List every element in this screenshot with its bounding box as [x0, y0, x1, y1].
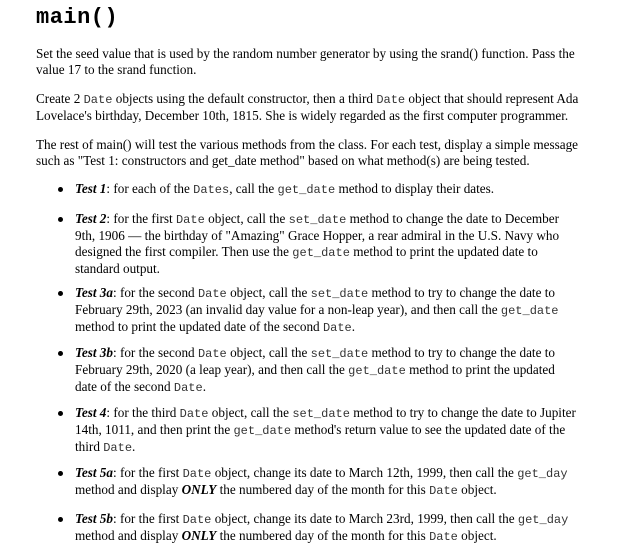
item-text: the numbered day of the month for this: [216, 482, 430, 497]
code-term: get_day: [517, 513, 569, 527]
code-term: Date: [429, 530, 458, 544]
item-text: object, change its date to March 23rd, 1999, then call the: [211, 511, 518, 526]
code-term: get_date: [233, 424, 292, 438]
item-text: .: [132, 439, 136, 454]
test-label: Test 3a: [75, 285, 113, 300]
code-term: Date: [182, 513, 212, 527]
paragraph-date-objects: [36, 91, 596, 124]
item-text: method to print the updated date of the second: [75, 362, 555, 394]
test-label: Test 4: [75, 405, 107, 420]
code-term: Date: [429, 484, 458, 498]
list-item-test-3a: [75, 285, 580, 336]
paragraph-tests-intro: [36, 137, 596, 169]
bullet-icon: [58, 187, 63, 192]
code-term: Date: [179, 407, 209, 421]
paragraph-text: Set the seed value that is used by the random number generator by using the srand() function. Pass the value 17 to the srand function.: [36, 46, 575, 77]
code-term: Date: [173, 381, 203, 395]
bullet-icon: [58, 517, 63, 522]
item-text: method to change the date to December 9th, 1906 — the birthday of "Amazing" Grace Hopper, a rear admiral in the U.S. Navy who designed the first compiler. Then use the: [75, 211, 560, 259]
list-item-test-4: [75, 405, 580, 456]
code-term: Date: [322, 321, 352, 335]
code-term: Date: [175, 213, 205, 227]
code-term: Dates: [193, 183, 230, 197]
item-text: : for the first: [106, 211, 176, 226]
section-heading: main(): [36, 5, 119, 30]
code-term: Date: [103, 441, 133, 455]
item-text: method to print the updated date of the second: [75, 319, 323, 334]
bullet-icon: [58, 217, 63, 222]
item-text: : for the second: [112, 345, 198, 360]
code-term: get_date: [348, 364, 406, 378]
emphasis-text: ONLY: [181, 528, 217, 543]
item-text: object.: [457, 482, 497, 497]
paragraph-text: Create 2: [36, 91, 84, 106]
item-text: , call the: [229, 181, 278, 196]
item-text: method to try to change the date to February 29th, 2023 (an invalid day value for a non-leap year), and then call the: [75, 285, 556, 317]
list-item-test-5b: [75, 511, 580, 545]
item-text: method to print the updated date to standard output.: [75, 244, 538, 276]
code-term: get_day: [517, 467, 568, 481]
test-label: Test 5b: [75, 511, 113, 526]
paragraph-text: objects using the default constructor, then a third: [112, 91, 377, 106]
item-text: object, call the: [208, 405, 293, 420]
item-text: object.: [457, 528, 497, 543]
item-text: object, call the: [204, 211, 289, 226]
item-text: : for each of the: [106, 181, 194, 196]
code-term: set_date: [288, 213, 347, 227]
item-text: : for the second: [112, 285, 198, 300]
paragraph-text: The rest of main() will test the various methods from the class. For each test, display a simple message such as "Test 1: constructors and get_date method" based on what method(s) are being tested.: [36, 137, 579, 168]
bullet-icon: [58, 411, 63, 416]
list-item-test-1: [75, 181, 580, 198]
code-term: set_date: [310, 287, 369, 301]
bullet-icon: [58, 291, 63, 296]
code-term: Date: [376, 93, 406, 107]
test-label: Test 3b: [75, 345, 113, 360]
code-term: Date: [182, 467, 212, 481]
test-label: Test 2: [75, 211, 107, 226]
test-label: Test 5a: [75, 465, 113, 480]
paragraph-seed: [36, 46, 596, 78]
code-term: get_date: [500, 304, 559, 318]
code-term: set_date: [292, 407, 350, 421]
item-text: the numbered day of the month for this: [216, 528, 430, 543]
item-text: : for the first: [112, 465, 183, 480]
bullet-icon: [58, 471, 63, 476]
item-text: method to display their dates.: [335, 181, 495, 196]
emphasis-text: ONLY: [181, 482, 217, 497]
item-text: object, call the: [226, 285, 311, 300]
item-text: : for the third: [106, 405, 180, 420]
item-text: object, change its date to March 12th, 1999, then call the: [211, 465, 518, 480]
item-text: method to try to change the date to February 29th, 2020 (a leap year), and then call the: [75, 345, 556, 377]
list-item-test-2: [75, 211, 580, 277]
code-term: get_date: [277, 183, 336, 197]
item-text: method and display: [75, 482, 182, 497]
item-text: .: [351, 319, 356, 334]
code-term: Date: [197, 287, 227, 301]
paragraph-text: object that should represent Ada Lovelace's birthday, December 10th, 1815. She is widely regarded as the first computer programmer.: [36, 91, 579, 123]
list-item-test-5a: [75, 465, 580, 499]
item-text: method to try to change the date to Jupiter 14th, 1011, and then print the: [75, 405, 576, 437]
item-text: method's return value to see the updated date of the third: [75, 422, 566, 454]
test-label: Test 1: [75, 181, 107, 196]
code-term: get_date: [292, 246, 350, 260]
item-text: .: [202, 379, 206, 394]
code-term: Date: [197, 347, 227, 361]
code-term: Date: [83, 93, 113, 107]
item-text: : for the first: [112, 511, 183, 526]
item-text: object, call the: [226, 345, 311, 360]
list-item-test-3b: [75, 345, 580, 396]
code-term: set_date: [310, 347, 369, 361]
item-text: method and display: [75, 528, 182, 543]
bullet-icon: [58, 351, 63, 356]
